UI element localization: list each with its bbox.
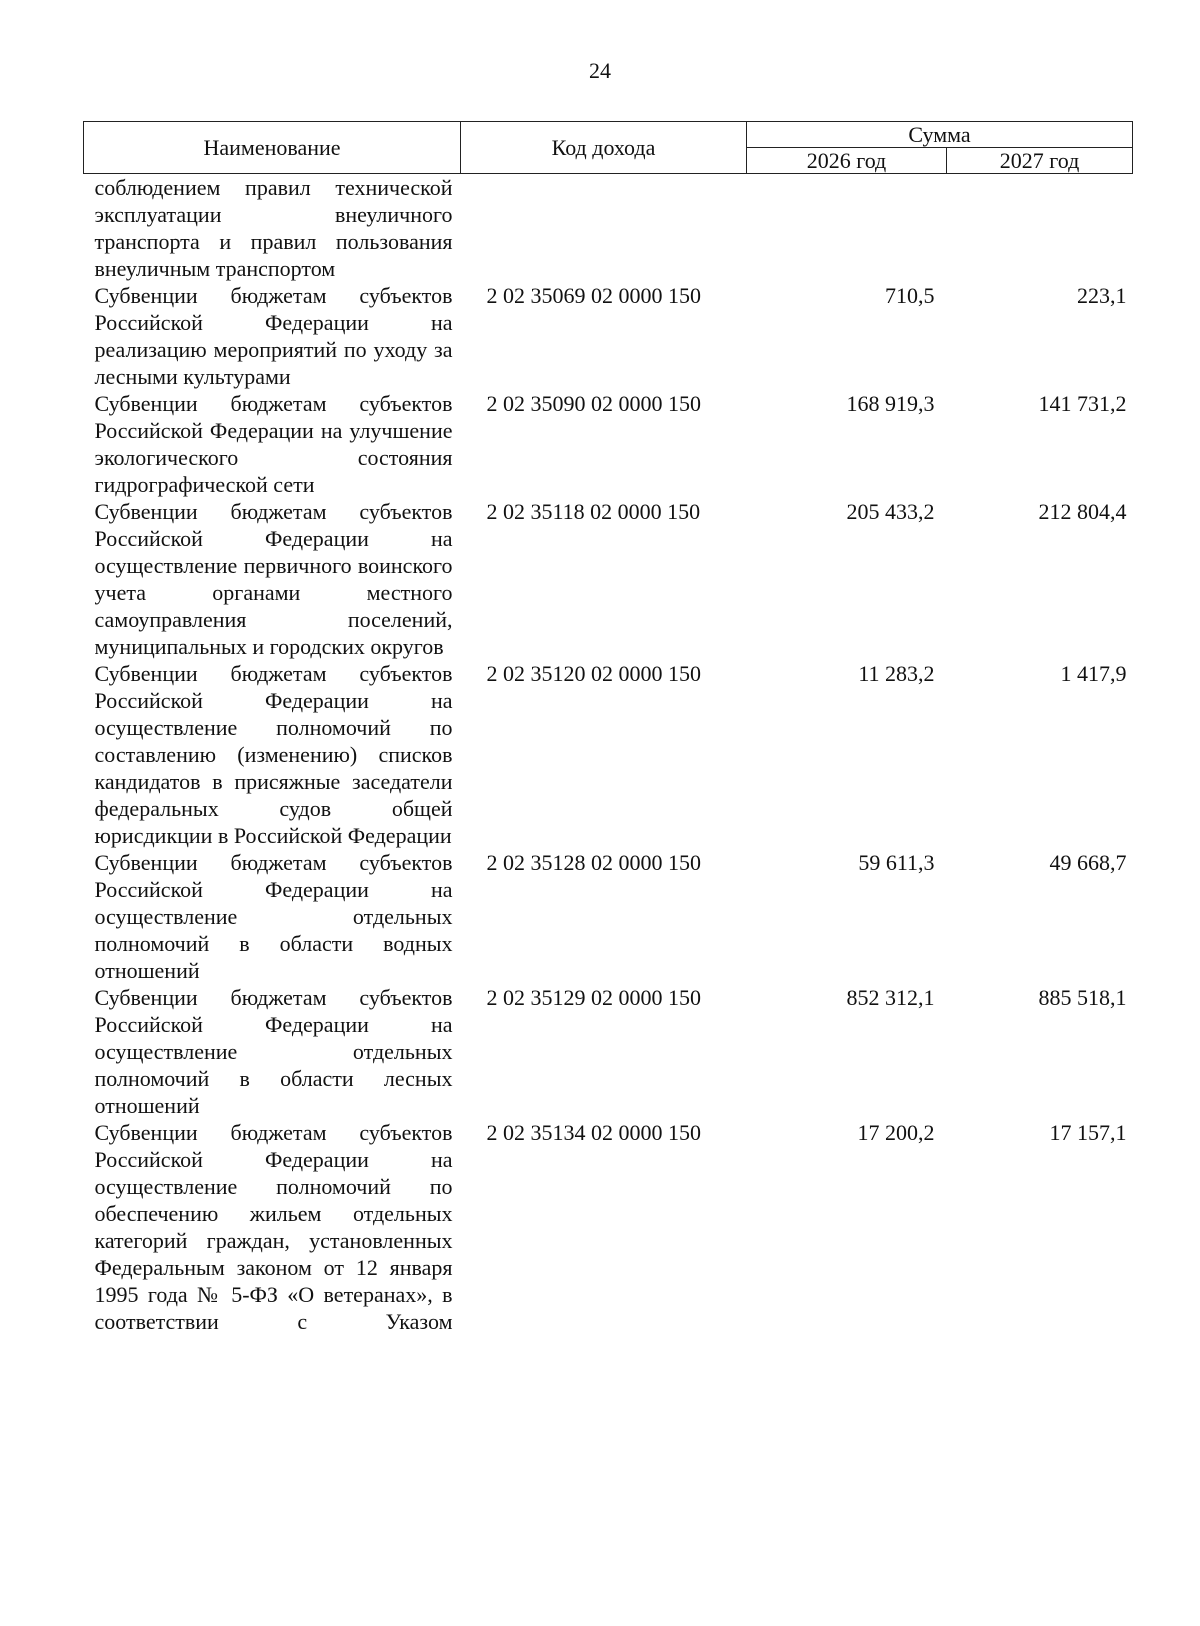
row-2026: 852 312,1 xyxy=(846,985,935,1010)
row-code: 2 02 35118 02 0000 150 xyxy=(486,499,701,524)
header-year-2027: 2027 год xyxy=(947,148,1133,174)
row-name: соблюдением правил технической эксплуатации внеуличного транспорта и правил пользования внеуличным транспортом xyxy=(94,175,453,281)
row-code: 2 02 35090 02 0000 150 xyxy=(486,391,701,416)
row-code xyxy=(461,174,747,283)
row-2027: 212 804,4 xyxy=(1038,499,1127,524)
table-row xyxy=(84,174,1133,283)
page-number: 24 xyxy=(589,58,611,83)
table-row xyxy=(84,1119,1133,1335)
row-name: Субвенции бюджетам субъектов Российской Федерации на реализацию мероприятий по уходу за лесными культурами xyxy=(94,283,453,389)
header-name: Наименование xyxy=(84,122,461,174)
row-2027: 885 518,1 xyxy=(1038,985,1127,1010)
row-2027: 49 668,7 xyxy=(1049,850,1127,875)
table-row xyxy=(84,390,1133,498)
row-2026 xyxy=(747,174,947,283)
row-2026: 11 283,2 xyxy=(858,661,935,686)
row-name: Субвенции бюджетам субъектов Российской Федерации на осуществление полномочий по составлению (изменению) списков кандидатов в присяжные заседатели федеральных судов общей юрисдикции в Российской Федерации xyxy=(94,661,453,848)
row-name: Субвенции бюджетам субъектов Российской Федерации на осуществление отдельных полномочий в области водных отношений xyxy=(94,850,453,983)
row-2027: 223,1 xyxy=(1077,283,1127,308)
header-code: Код дохода xyxy=(461,122,747,174)
table-row xyxy=(84,984,1133,1119)
row-code: 2 02 35120 02 0000 150 xyxy=(486,661,701,686)
row-code: 2 02 35128 02 0000 150 xyxy=(486,850,701,875)
row-2027: 17 157,1 xyxy=(1049,1120,1127,1145)
row-name: Субвенции бюджетам субъектов Российской Федерации на осуществление первичного воинского учета органами местного самоуправления поселений, муниципальных и городских округов xyxy=(94,499,453,659)
row-2026: 710,5 xyxy=(885,283,935,308)
table-row xyxy=(84,660,1133,849)
row-name: Субвенции бюджетам субъектов Российской Федерации на осуществление отдельных полномочий в области лесных отношений xyxy=(94,985,453,1118)
row-code: 2 02 35069 02 0000 150 xyxy=(486,283,701,308)
header-sum: Сумма xyxy=(747,122,1133,148)
row-2026: 59 611,3 xyxy=(858,850,935,875)
header-year-2026: 2026 год xyxy=(747,148,947,174)
row-name: Субвенции бюджетам субъектов Российской Федерации на улучшение экологического состояния гидрографической сети xyxy=(94,391,453,497)
row-code: 2 02 35134 02 0000 150 xyxy=(486,1120,701,1145)
row-2026: 17 200,2 xyxy=(857,1120,935,1145)
row-2026: 168 919,3 xyxy=(846,391,935,416)
row-2027: 141 731,2 xyxy=(1038,391,1127,416)
table-row xyxy=(84,849,1133,984)
row-code: 2 02 35129 02 0000 150 xyxy=(486,985,701,1010)
table-row xyxy=(84,282,1133,390)
row-2027: 1 417,9 xyxy=(1060,661,1127,686)
revenue-table xyxy=(83,121,1133,1335)
table-row xyxy=(84,498,1133,660)
row-name: Субвенции бюджетам субъектов Российской Федерации на осуществление полномочий по обеспечению жильем отдельных категорий граждан, установленных Федеральным законом от 12 января 1995 года № 5-ФЗ «О ветеранах», в соответствии с Указом xyxy=(94,1120,453,1334)
row-2026: 205 433,2 xyxy=(846,499,935,524)
row-2027 xyxy=(947,174,1133,283)
